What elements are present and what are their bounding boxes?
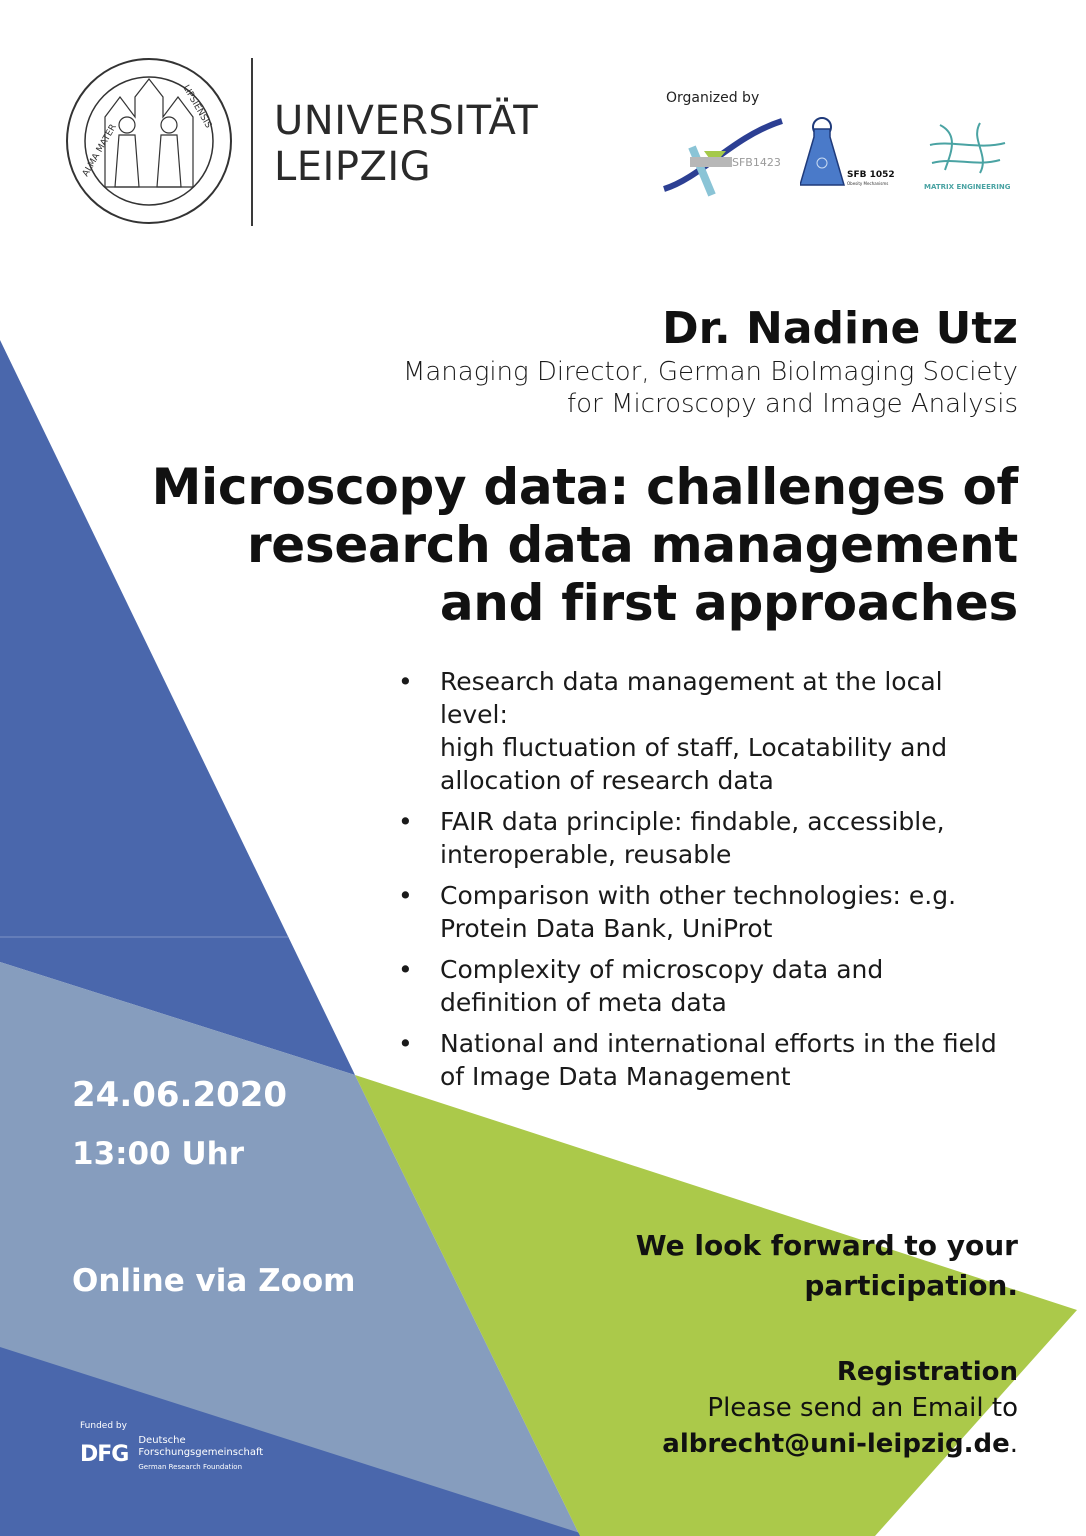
title-line3: and first approaches — [439, 574, 1018, 632]
closing-line1: We look forward to your — [635, 1229, 1018, 1262]
topic-text: level: — [440, 700, 508, 729]
event-date: 24.06.2020 — [72, 1075, 288, 1115]
dfg-logo-icon: DFG — [80, 1441, 129, 1467]
dfg-name-line2: Forschungsgemeinschaft — [138, 1447, 264, 1458]
closing-message — [636, 1226, 1018, 1306]
funding-block — [80, 1421, 263, 1473]
registration-heading: Registration — [836, 1357, 1018, 1387]
university-wordmark — [274, 98, 538, 190]
title-line2: research data management — [246, 516, 1018, 574]
speaker-block — [403, 302, 1018, 420]
topic-item — [392, 953, 1032, 1019]
topic-text: Protein Data Bank, UniProt — [440, 914, 773, 943]
header-divider — [251, 58, 253, 226]
topic-text: interoperable, reusable — [440, 840, 732, 869]
bullet-icon: • — [398, 807, 413, 836]
dark-blue-triangle — [0, 340, 355, 1075]
funded-by-label: Funded by — [80, 1421, 127, 1431]
university-line2: LEIPZIG — [274, 144, 432, 190]
registration-block — [662, 1354, 1018, 1462]
dfg-name-en: German Research Foundation — [138, 1463, 243, 1471]
dfg-name-line1: Deutsche — [138, 1435, 186, 1446]
university-seal-icon — [65, 57, 233, 225]
sfb1423-logo-icon — [662, 117, 784, 199]
talk-title — [152, 458, 1018, 632]
topic-item — [392, 805, 1032, 871]
topic-item — [392, 879, 1032, 945]
svg-text:LIPSIENSIS: LIPSIENSIS — [180, 83, 214, 131]
speaker-role-line2: for Microscopy and Image Analysis — [567, 389, 1018, 419]
event-time: 13:00 Uhr — [72, 1136, 244, 1172]
svg-text:SFB1423: SFB1423 — [732, 156, 781, 169]
bullet-icon: • — [398, 881, 413, 910]
topic-text: FAIR data principle: findable, accessible, — [440, 807, 945, 836]
speaker-role-line1: Managing Director, German BioImaging Society — [402, 357, 1018, 387]
sfb1052-logo-icon — [800, 115, 900, 195]
topic-item — [392, 1027, 1032, 1093]
svg-text:MATRIX ENGINEERING: MATRIX ENGINEERING — [924, 183, 1011, 191]
organized-by-label: Organized by — [666, 90, 760, 106]
matrix-engineering-logo-icon — [920, 115, 1015, 195]
event-location: Online via Zoom — [72, 1263, 356, 1299]
registration-trailing: . — [1009, 1429, 1018, 1459]
topic-text: high fluctuation of staff, Locatability and — [440, 733, 948, 762]
bullet-icon: • — [398, 955, 413, 984]
svg-text:SFB 1052: SFB 1052 — [847, 170, 895, 180]
topic-text: of Image Data Management — [440, 1062, 791, 1091]
topic-text: National and international efforts in the field — [440, 1029, 997, 1058]
speaker-name: Dr. Nadine Utz — [662, 303, 1018, 354]
closing-line2: participation. — [804, 1269, 1018, 1302]
topic-text: Complexity of microscopy data and — [440, 955, 884, 984]
topic-text: Research data management at the local — [440, 667, 943, 696]
svg-text:Obesity Mechanisms: Obesity Mechanisms — [847, 181, 889, 186]
topic-text: definition of meta data — [440, 988, 727, 1017]
topic-item — [392, 665, 1032, 797]
university-line1: UNIVERSITÄT — [274, 98, 539, 144]
bullet-icon: • — [398, 667, 413, 696]
topic-text: Comparison with other technologies: e.g. — [440, 881, 957, 910]
title-line1: Microscopy data: challenges of — [151, 458, 1018, 516]
registration-email-link[interactable]: albrecht@uni-leipzig.de — [662, 1429, 1010, 1459]
svg-text:ALMA MATER: ALMA MATER — [80, 122, 119, 179]
topic-list — [392, 665, 1032, 1101]
registration-instruction: Please send an Email to — [707, 1393, 1018, 1423]
bullet-icon: • — [398, 1029, 413, 1058]
topic-text: allocation of research data — [440, 766, 774, 795]
